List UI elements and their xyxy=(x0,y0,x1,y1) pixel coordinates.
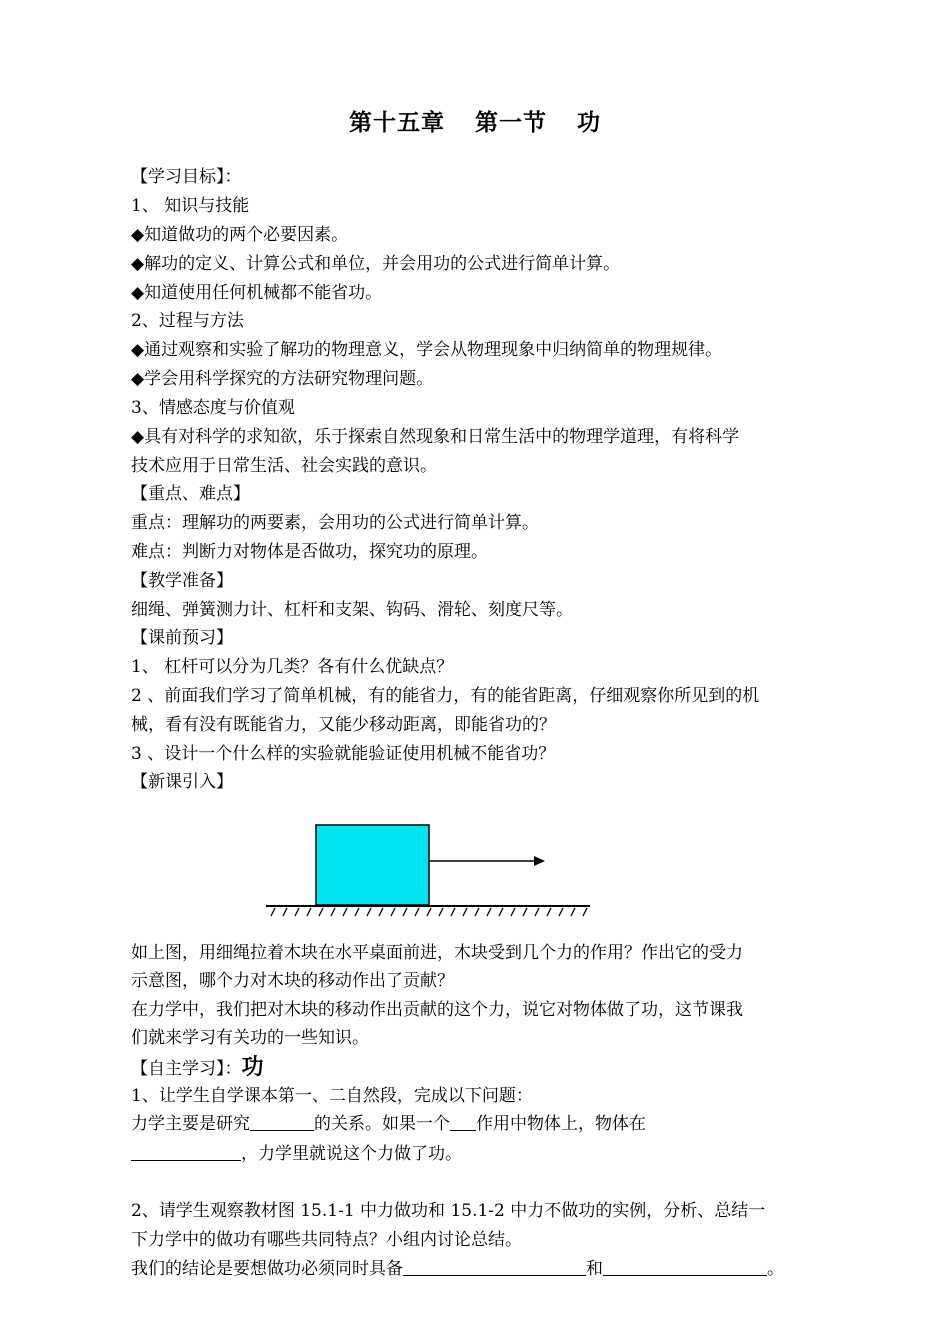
fill-in-line xyxy=(131,1140,831,1169)
preview-question: 2 、前面我们学习了简单机械，有的能省力，有的能省距离，仔细观察你所见到的机 xyxy=(131,686,760,706)
fill-blank[interactable] xyxy=(131,1142,241,1161)
process-heading: 2、过程与方法 xyxy=(131,311,244,331)
hatch-mark xyxy=(559,908,563,916)
self-study-task: 1、让学生自学课本第一、二自然段，完成以下问题： xyxy=(131,1086,533,1106)
hatch-mark xyxy=(319,908,323,916)
process-item: ◆学会用科学探究的方法研究物理问题。 xyxy=(131,369,434,389)
attitude-item: ◆具有对科学的求知欲，乐于探索自然现象和日常生活中的物理学道理，有将科学 xyxy=(131,427,740,447)
preview-heading: 【课前预习】 xyxy=(131,628,233,648)
knowledge-heading: 1、 知识与技能 xyxy=(131,196,250,216)
hatch-mark xyxy=(307,908,311,916)
fill-blank[interactable] xyxy=(603,1257,767,1276)
hatch-mark xyxy=(439,908,443,916)
process-item: ◆通过观察和实验了解功的物理意义，学会从物理现象中归纳简单的物理规律。 xyxy=(131,340,723,360)
hatch-mark xyxy=(499,908,503,916)
preparation-items: 细绳、弹簧测力计、杠杆和支架、钩码、滑轮、刻度尺等。 xyxy=(131,600,573,620)
fill-text: 我们的结论是要想做功必须同时具备 xyxy=(131,1259,403,1279)
hatch-mark xyxy=(367,908,371,916)
fill-in-line xyxy=(131,1110,831,1139)
preparation-heading: 【教学准备】 xyxy=(131,571,233,591)
preview-question: 1、 杠杆可以分为几类？各有什么优缺点？ xyxy=(131,657,454,677)
hatch-mark xyxy=(403,908,407,916)
block-pull-diagram xyxy=(262,820,602,920)
hatch-mark xyxy=(511,908,515,916)
attitude-heading: 3、情感态度与价值观 xyxy=(131,398,295,418)
ground-hatching xyxy=(271,908,587,916)
wooden-block xyxy=(316,825,429,905)
fill-text: 力学主要是研究 xyxy=(131,1114,250,1134)
intro-paragraph: 如上图，用细绳拉着木块在水平桌面前进，木块受到几个力的作用？作出它的受力 xyxy=(131,943,743,963)
hatch-mark xyxy=(379,908,383,916)
fill-text: 的关系。如果一个 xyxy=(314,1114,450,1134)
fill-blank[interactable] xyxy=(250,1112,314,1131)
knowledge-item: ◆解功的定义、计算公式和单位，并会用功的公式进行简单计算。 xyxy=(131,254,621,274)
hatch-mark xyxy=(271,908,275,916)
fill-blank[interactable] xyxy=(403,1257,586,1276)
self-study-heading xyxy=(131,1053,831,1082)
key-point: 重点：理解功的两要素，会用功的公式进行简单计算。 xyxy=(131,513,539,533)
hatch-mark xyxy=(523,908,527,916)
hatch-mark xyxy=(487,908,491,916)
hatch-mark xyxy=(295,908,299,916)
self-study-task: 2、请学生观察教材图 15.1-1 中力做功和 15.1-2 中力不做功的实例，分析、总结一 xyxy=(131,1201,766,1221)
hatch-mark xyxy=(427,908,431,916)
hatch-mark xyxy=(283,908,287,916)
intro-paragraph-cont: 示意图，哪个力对木块的移动作出了贡献？ xyxy=(131,971,454,991)
hatch-mark xyxy=(415,908,419,916)
hatch-mark xyxy=(547,908,551,916)
page-title xyxy=(0,104,950,137)
self-study-topic: 功 xyxy=(241,1055,264,1080)
hatch-mark xyxy=(571,908,575,916)
hatch-mark xyxy=(343,908,347,916)
section-label: 第一节 xyxy=(475,110,547,136)
intro-heading: 【新课引入】 xyxy=(131,772,233,792)
intro-paragraph-cont: 们就来学习有关功的一些知识。 xyxy=(131,1028,369,1048)
hatch-mark xyxy=(355,908,359,916)
fill-text: ，力学里就说这个力做了功。 xyxy=(241,1144,462,1164)
objectives-heading: 【学习目标】： xyxy=(131,167,242,187)
hatch-mark xyxy=(331,908,335,916)
attitude-item-cont: 技术应用于日常生活、社会实践的意识。 xyxy=(131,456,437,476)
fill-text: 和 xyxy=(586,1259,603,1279)
intro-paragraph: 在力学中，我们把对木块的移动作出贡献的这个力，说它对物体做了功，这节课我 xyxy=(131,1000,743,1020)
hatch-mark xyxy=(463,908,467,916)
self-study-task-cont: 下力学中的做功有哪些共同特点？小组内讨论总结。 xyxy=(131,1230,522,1250)
preview-question: 3 、设计一个什么样的实验就能验证使用机械不能省功？ xyxy=(131,744,556,764)
hatch-mark xyxy=(451,908,455,916)
key-points-heading: 【重点、难点】 xyxy=(131,484,250,504)
preview-question-cont: 械，看有没有既能省力，又能少移动距离，即能省功的？ xyxy=(131,715,556,735)
topic-label: 功 xyxy=(577,110,601,136)
fill-text: 作用中物体上，物体在 xyxy=(476,1114,646,1134)
knowledge-item: ◆知道做功的两个必要因素。 xyxy=(131,225,349,245)
knowledge-item: ◆知道使用任何机械都不能省功。 xyxy=(131,283,383,303)
arrow-head-icon xyxy=(534,856,545,866)
conclusion-line xyxy=(131,1255,831,1284)
difficulty-point: 难点：判断力对物体是否做功，探究功的原理。 xyxy=(131,542,488,562)
hatch-mark xyxy=(475,908,479,916)
fill-text: 。 xyxy=(767,1259,784,1279)
hatch-mark xyxy=(583,908,587,916)
hatch-mark xyxy=(535,908,539,916)
hatch-mark xyxy=(391,908,395,916)
fill-blank[interactable] xyxy=(450,1112,476,1131)
chapter-label: 第十五章 xyxy=(349,110,445,136)
self-study-label: 【自主学习】： xyxy=(131,1059,242,1079)
